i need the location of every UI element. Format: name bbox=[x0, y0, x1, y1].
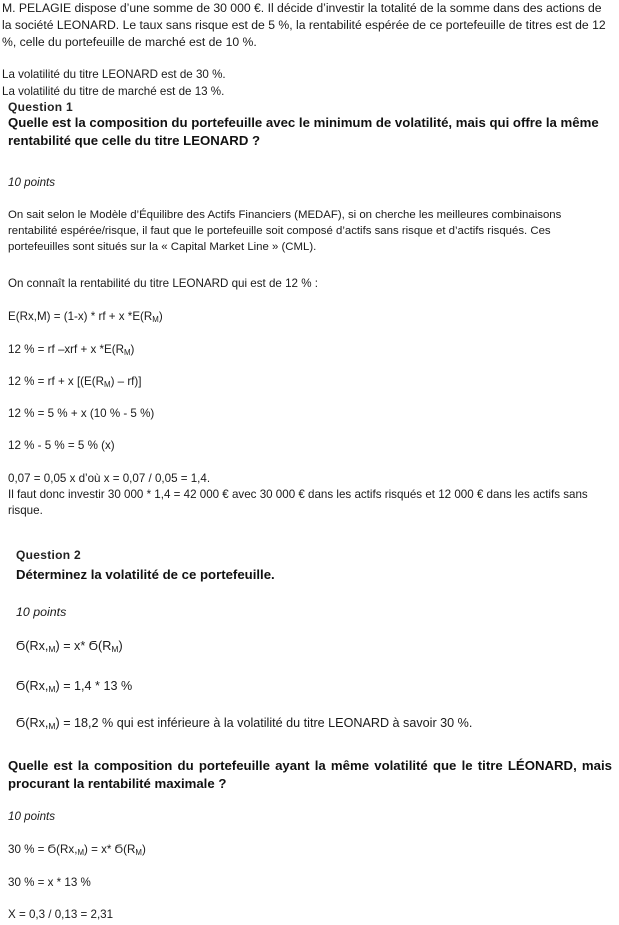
rentabilite-paragraph: On connaît la rentabilité du titre LEONARD qui est de 12 % : bbox=[8, 277, 318, 290]
question1-points: 10 points bbox=[8, 176, 56, 189]
investment-conclusion: Il faut donc investir 30 000 * 1,4 = 42 000 € avec 30 000 € dans les actifs risqués et 12 000 € dans les actifs sans risque. bbox=[8, 488, 588, 517]
vol-leonard-text: La volatilité du titre LEONARD est de 30 %. bbox=[2, 68, 226, 81]
question3-title: Quelle est la composition du portefeuille ayant la même volatilité que le titre LÉONARD, mais procurant la rentabilité maximale ? bbox=[8, 758, 612, 791]
question1-cut-header: Question 1 bbox=[8, 100, 74, 114]
equation-5: 12 % - 5 % = 5 % (x) bbox=[8, 439, 115, 452]
question2-cut-header: Question 2 bbox=[16, 548, 82, 562]
target-volatility-equation-1: 30 % = $Ϭ(Rx,_M) = x*$ $Ϭ(R_M)$ bbox=[8, 843, 146, 857]
equation-4: 12 % = 5 % + x (10 % - 5 %) bbox=[8, 407, 155, 420]
volatility-equation-1: $Ϭ(Rx,_M) = x*$ $Ϭ(R_M)$ bbox=[16, 639, 123, 655]
volatility-equation-2: $Ϭ(Rx,_M) = 1,4 * 13$ % bbox=[16, 679, 133, 695]
calculation-line: 0,07 = 0,05 x d’où x = 0,07 / 0,05 = 1,4. bbox=[8, 472, 211, 485]
equation-3: 12 % = rf + x $[(E(R_M) - rf)]$ bbox=[8, 375, 142, 389]
target-volatility-equation-3: X = 0,3 / 0,13 = 2,31 bbox=[8, 908, 114, 921]
question2-points: 10 points bbox=[16, 605, 67, 619]
equation-1: E(Rx,M) = (1-x) * rf + x $*E(R_M)$ bbox=[8, 310, 163, 324]
question1-title: Quelle est la composition du portefeuille avec le minimum de volatilité, mais qui offre la même rentabilité que celle du titre LEONARD ? bbox=[8, 115, 599, 148]
medaf-paragraph: On sait selon le Modèle d’Équilibre des Actifs Financiers (MEDAF), si on cherche les meilleures combinaisons rentabilité espérée/risque, il faut que le portefeuille soit composé d’actifs sans risque et d’actifs risqués. Ces portefeuilles sont situés sur la « Capital Market Line » (CML). bbox=[8, 209, 562, 253]
equation-2: 12 % = rf –xrf + x $*E(R_M)$ bbox=[8, 343, 135, 357]
intro-paragraph: M. PELAGIE dispose d’une somme de 30 000 €. Il décide d’investir la totalité de la somme dans des actions de la société LEONARD. Le taux sans risque est de 5 %, la rentabilité espérée de ce portefeuille de titres est de 12 %, celle du portefeuille de marché est de 10 %. bbox=[2, 1, 606, 49]
target-volatility-equation-2: 30 % = x * 13 % bbox=[8, 876, 91, 889]
question2-title: Déterminez la volatilité de ce portefeuille. bbox=[16, 567, 275, 582]
question3-points: 10 points bbox=[8, 810, 56, 823]
vol-market-text: La volatilité du titre de marché est de 13 %. bbox=[2, 85, 225, 98]
volatility-equation-3: $Ϭ(Rx,_M) = 18,2$ % qui est inférieure à la volatilité du titre LEONARD à savoir 30 %. bbox=[16, 716, 473, 732]
